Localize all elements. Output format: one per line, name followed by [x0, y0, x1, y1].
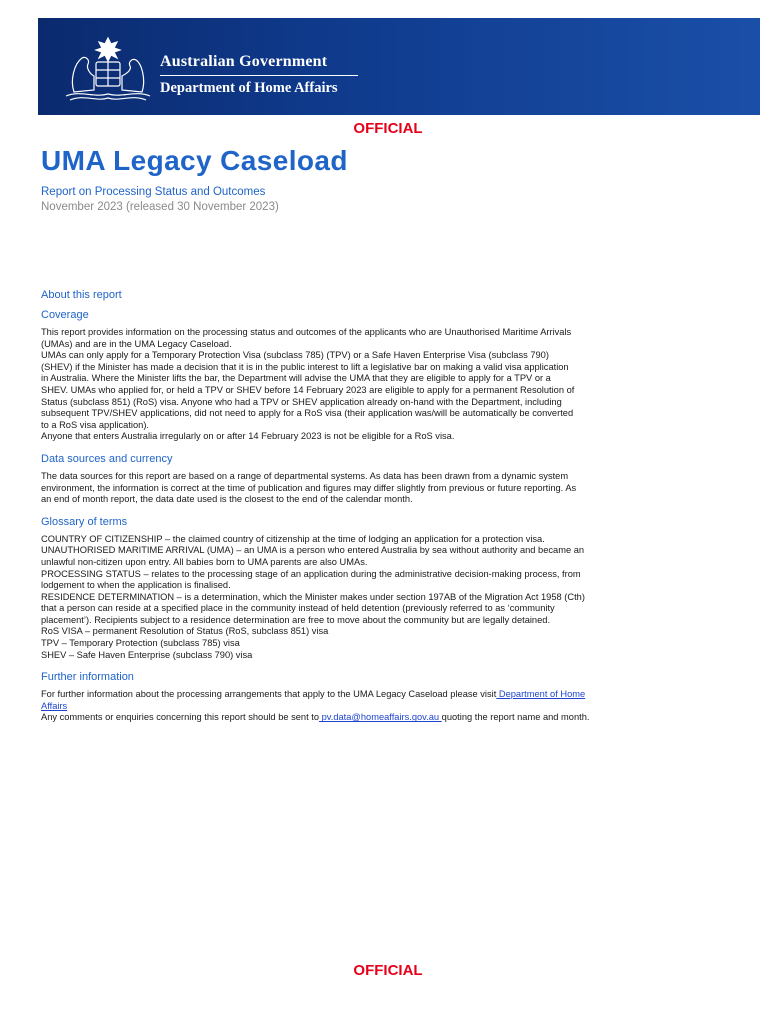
classification-label-top: OFFICIAL	[353, 120, 423, 137]
data-sources-section	[41, 453, 661, 506]
glossary-entry: placement’). Recipients subject to a residence determination are free to move about the community but are legally detained.	[41, 614, 551, 625]
link-text: Affairs	[41, 700, 68, 711]
text-line: For further information about the processing arrangements that apply to the UMA Legacy Caseload please visit	[41, 689, 497, 700]
text-line: subsequent TPV/SHEV applications, did not need to apply for a RoS visa (their application was/will be automatically be converted	[41, 408, 574, 419]
report-body	[41, 289, 661, 734]
glossary-entry: SHEV – Safe Haven Enterprise (subclass 790) visa	[41, 649, 253, 660]
text-line: Status (subclass 851) (RoS) visa. Anyone who had a TPV or SHEV application already on-hand with the Department, including	[41, 396, 562, 407]
department-name: Department of Home Affairs	[160, 80, 338, 96]
classification-label-bottom: OFFICIAL	[353, 962, 423, 979]
glossary-entry: PROCESSING STATUS – relates to the processing stage of an application during the administrative decision-making process, from	[41, 568, 581, 579]
text-line: an end of month report, the data date used is the closest to the end of the calendar month.	[41, 494, 413, 505]
text-line: to a RoS visa application).	[41, 419, 150, 430]
text-line: SHEV. UMAs who applied for, or held a TPV or SHEV before 14 February 2023 are eligible to apply for a permanent Resolution of	[41, 384, 575, 395]
header-divider	[160, 75, 358, 76]
text-line: (UMAs) and are in the UMA Legacy Caseload.	[41, 338, 232, 349]
text-line: (SHEV) if the Minister has made a decision that it is in the public interest to lift a legislative bar on making a valid visa application	[41, 361, 569, 372]
glossary-section	[41, 516, 661, 662]
text-line: environment, the information is correct at the time of publication and figures may differ slightly from previous or future reporting. As	[41, 482, 577, 493]
report-subtitle: Report on Processing Status and Outcomes	[41, 186, 266, 198]
data-sources-text	[41, 471, 661, 506]
further-info-section	[41, 671, 661, 724]
further-info-text	[41, 689, 661, 724]
glossary-text	[41, 534, 661, 662]
coverage-text	[41, 327, 661, 443]
about-heading: About this report	[41, 289, 122, 301]
glossary-entry: that a person can reside at a specified place in the community instead of held detention (previously referred to as ‘community	[41, 603, 555, 614]
page-title: UMA Legacy Caseload	[41, 145, 348, 176]
government-name: Australian Government	[160, 53, 328, 70]
glossary-entry: RoS VISA – permanent Resolution of Status (RoS, subclass 851) visa	[41, 626, 329, 637]
glossary-entry: unlawful non-citizen upon entry. All babies born to UMA parents are also UMAs.	[41, 556, 368, 567]
text-line: Anyone that enters Australia irregularly on or after 14 February 2023 is not be eligible for a RoS visa.	[41, 431, 455, 442]
header-banner	[38, 18, 760, 115]
link-text: Department of Home	[496, 689, 586, 700]
glossary-entry: RESIDENCE DETERMINATION – is a determination, which the Minister makes under section 197AB of the Migration Act 1958 (Cth)	[41, 591, 585, 602]
further-info-heading: Further information	[41, 671, 134, 684]
glossary-entry: TPV – Temporary Protection (subclass 785) visa	[41, 638, 240, 649]
glossary-entry: UNAUTHORISED MARITIME ARRIVAL (UMA) – an UMA is a person who entered Australia by sea without authority and became an	[41, 545, 585, 556]
text-line: in Australia. Where the Minister lifts the bar, the Department will advise the UMA that they are eligible to apply for a TPV or a	[41, 373, 551, 384]
glossary-entry: COUNTRY OF CITIZENSHIP – the claimed country of citizenship at the time of lodging an application for a protection visa.	[41, 533, 545, 544]
coverage-heading: Coverage	[41, 309, 89, 321]
report-date: November 2023 (released 30 November 2023)	[41, 201, 279, 213]
glossary-heading: Glossary of terms	[41, 515, 128, 528]
text-line: The data sources for this report are based on a range of departmental systems. As data has been drawn from a dynamic system	[41, 470, 569, 481]
glossary-entry: lodgement to when the application is finalised.	[41, 580, 231, 591]
coverage-section	[41, 309, 661, 443]
text-line: This report provides information on the processing status and outcomes of the applicants who are Unauthorised Maritime Arrivals	[41, 327, 572, 337]
text-line: quoting the report name and month.	[441, 712, 590, 723]
coat-of-arms-icon	[60, 34, 156, 104]
text-line: UMAs can only apply for a Temporary Protection Visa (subclass 785) (TPV) or a Safe Haven Enterprise Visa (subclass 790)	[41, 350, 549, 361]
email-link[interactable]: pv.data@homeaffairs.gov.au	[319, 712, 442, 723]
data-sources-heading: Data sources and currency	[41, 452, 173, 465]
text-line: Any comments or enquiries concerning this report should be sent to	[41, 712, 320, 723]
